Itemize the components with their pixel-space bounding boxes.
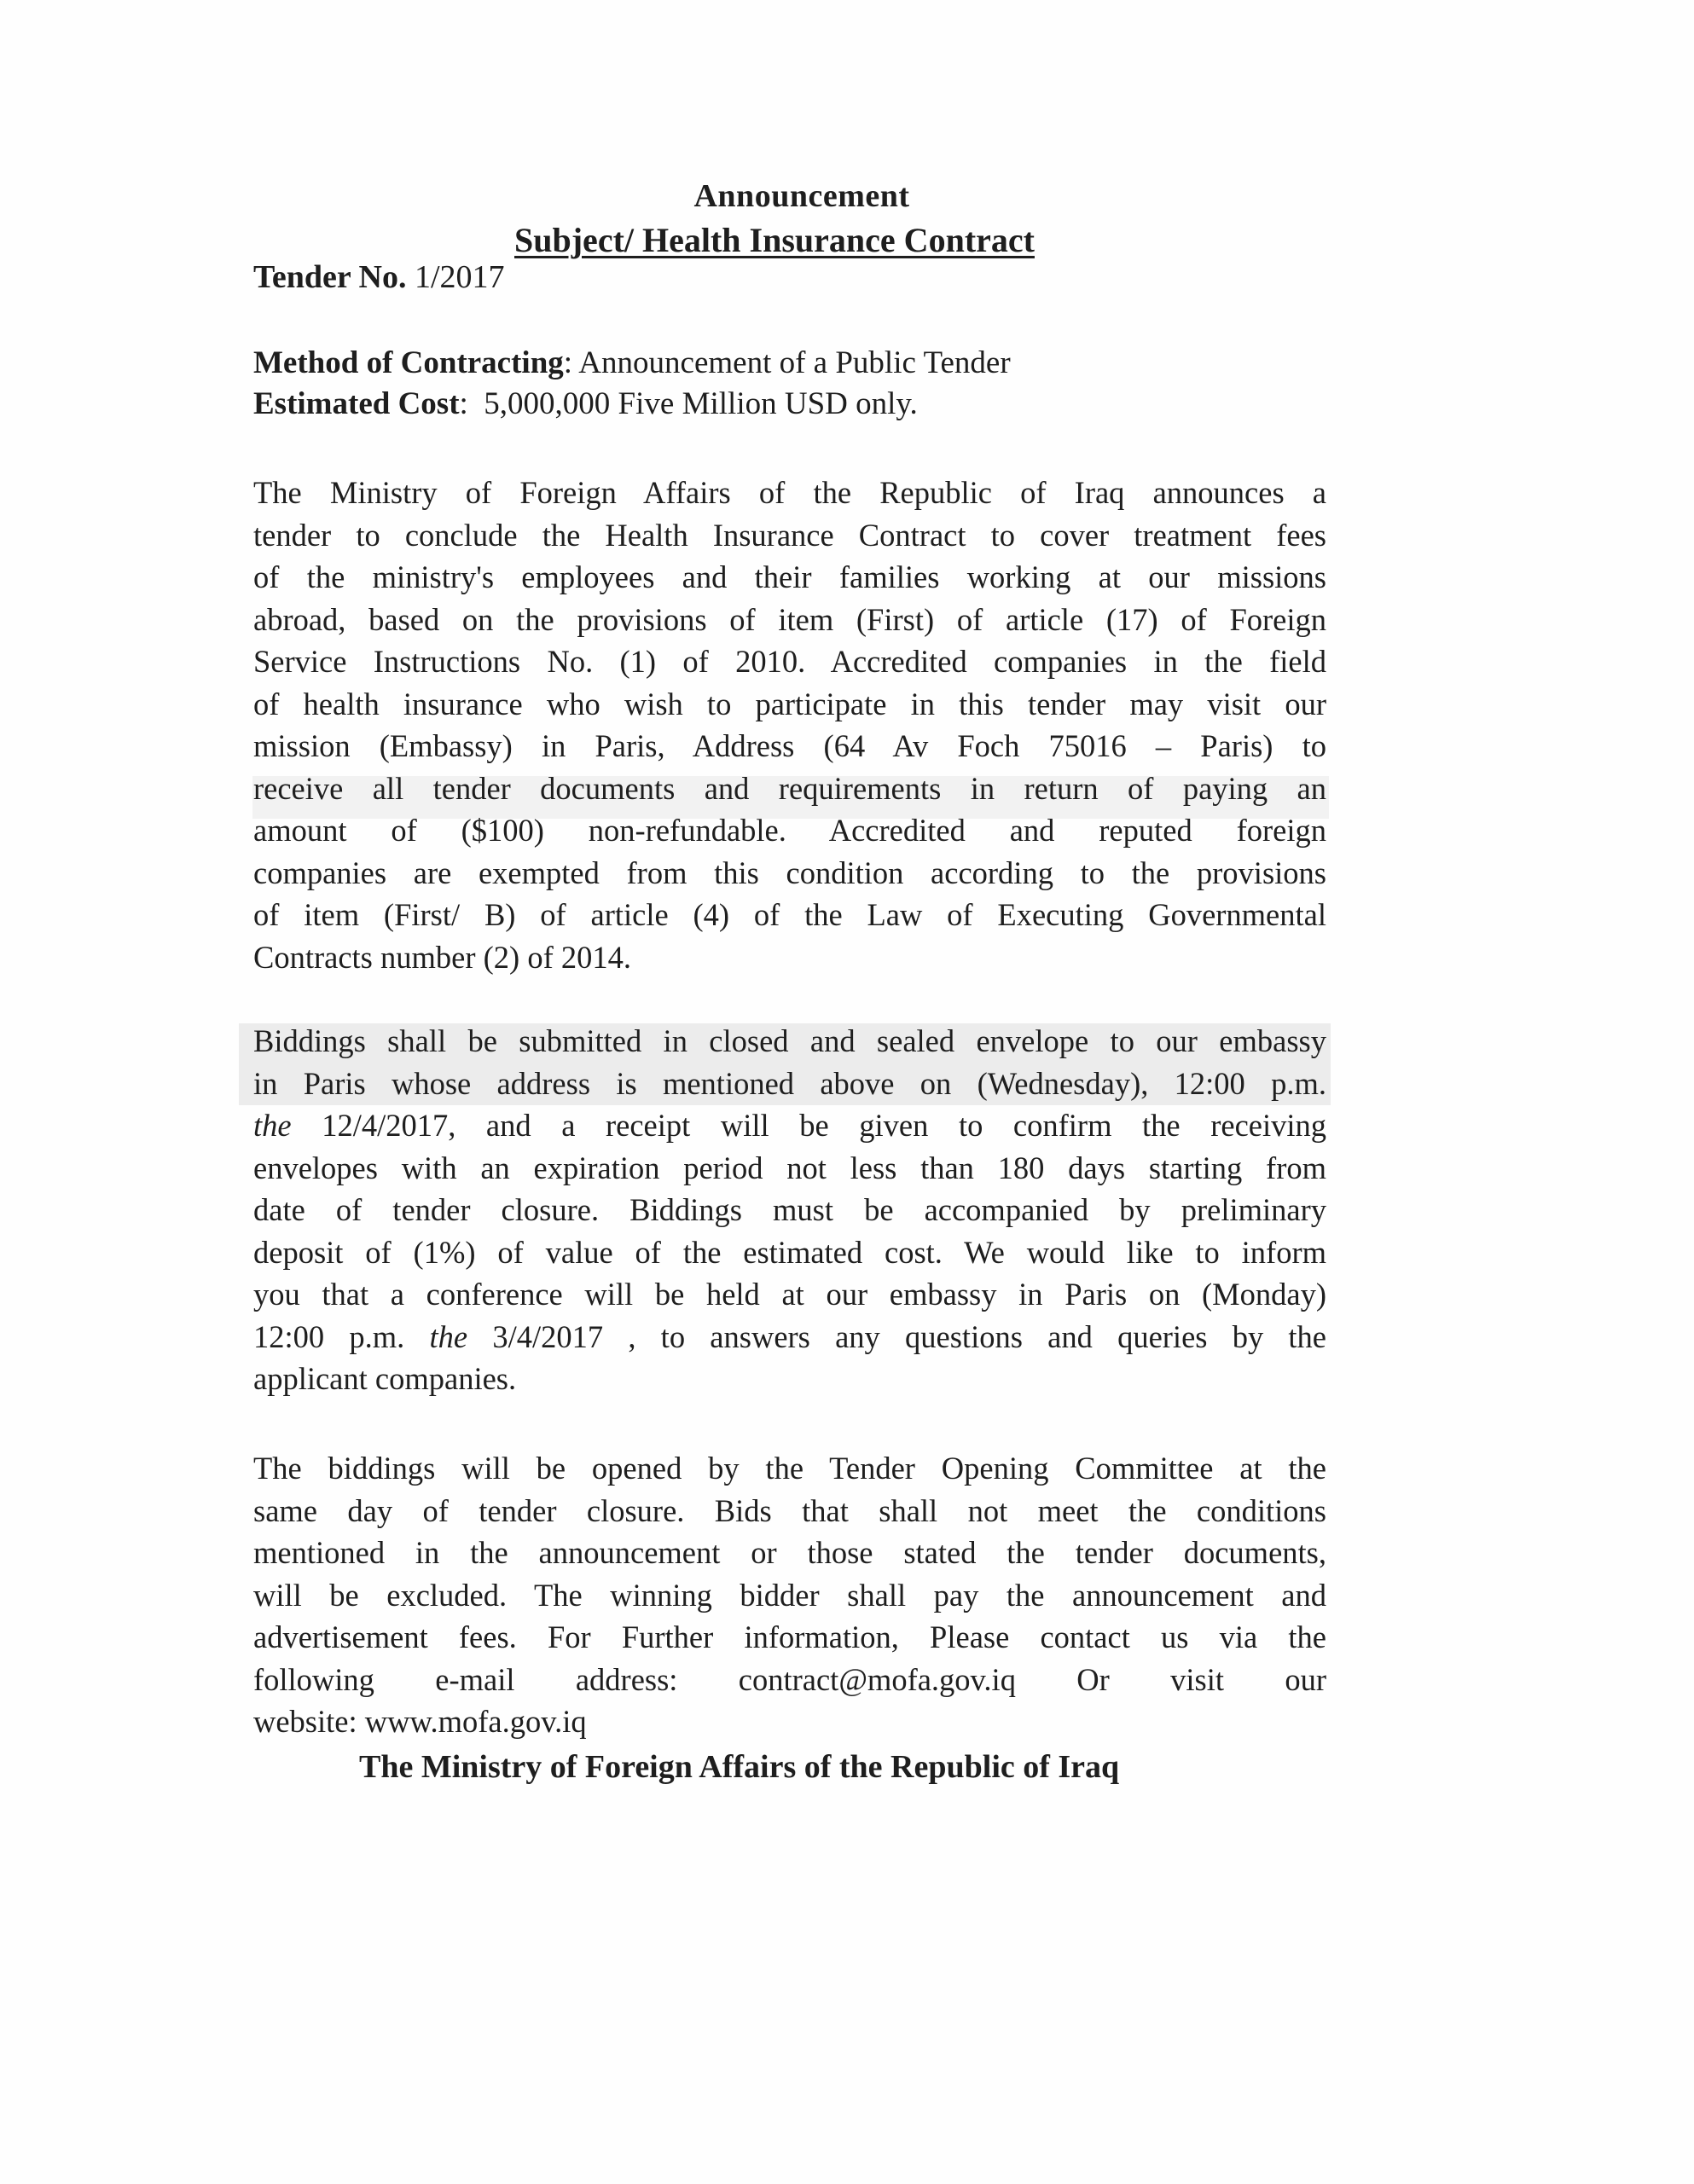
text-line-contact-website: website: www.mofa.gov.iq bbox=[253, 1704, 587, 1739]
italic-the: the bbox=[429, 1318, 468, 1354]
paragraph-announcement bbox=[253, 472, 1326, 978]
tender-number-value: 1/2017 bbox=[414, 259, 505, 295]
text-line: Contracts number (2) of 2014. bbox=[253, 939, 631, 975]
text-line: date of tender closure. Biddings must be accompanied by preliminary bbox=[253, 1192, 1326, 1227]
text-line: will be excluded. The winning bidder shall pay the announcement and bbox=[253, 1577, 1326, 1613]
document-subject: Subject/ Health Insurance Contract bbox=[514, 221, 1035, 259]
text-line: of the ministry's employees and their families working at our missions bbox=[253, 559, 1326, 594]
text-line: companies are exempted from this condition according to the provisions bbox=[253, 854, 1326, 890]
text-line-contact-email: following e-mail address: contract@mofa.gov.iq Or visit our bbox=[253, 1661, 1326, 1697]
text-line: 12:00 p.m. the 3/4/2017 , to answers any questions and queries by the bbox=[253, 1318, 1327, 1354]
text-line: envelopes with an expiration period not less than 180 days starting from bbox=[253, 1150, 1326, 1185]
text-line: abroad, based on the provisions of item (First) of article (17) of Foreign bbox=[253, 601, 1326, 637]
text-line: deposit of (1%) of value of the estimated cost. We would like to inform bbox=[253, 1234, 1326, 1270]
estimated-cost: Estimated Cost: 5,000,000 Five Million USD only. bbox=[253, 386, 918, 421]
text-line: The biddings will be opened by the Tender Opening Committee at the bbox=[253, 1451, 1326, 1486]
text-line: tender to conclude the Health Insurance Contract to cover treatment fees bbox=[253, 517, 1326, 553]
cost-value: 5,000,000 Five Million USD only. bbox=[484, 386, 918, 421]
signature-ministry: The Ministry of Foreign Affairs of the Republic of Iraq bbox=[359, 1749, 1120, 1785]
text-line: applicant companies. bbox=[253, 1361, 517, 1396]
italic-the: the bbox=[253, 1108, 292, 1143]
document-heading: Announcement bbox=[693, 178, 910, 214]
text-line: advertisement fees. For Further information, Please contact us via the bbox=[253, 1619, 1326, 1654]
paragraph-bid-opening bbox=[253, 1447, 1326, 1743]
text-line: receive all tender documents and requirements in return of paying an bbox=[253, 770, 1326, 806]
text-line: the 12/4/2017, and a receipt will be given to confirm the receiving bbox=[253, 1108, 1327, 1143]
text-line: you that a conference will be held at our embassy in Paris on (Monday) bbox=[253, 1277, 1326, 1312]
text-line: same day of tender closure. Bids that shall not meet the conditions bbox=[253, 1492, 1326, 1528]
cost-label: Estimated Cost bbox=[253, 386, 460, 421]
text-line: mentioned in the announcement or those stated the tender documents, bbox=[253, 1535, 1326, 1570]
text-line: of item (First/ B) of article (4) of the Law of Executing Governmental bbox=[253, 897, 1326, 932]
method-value: Announcement of a Public Tender bbox=[578, 345, 1011, 380]
paragraph-bidding-submission bbox=[253, 1020, 1326, 1400]
text-line: The Ministry of Foreign Affairs of the Republic of Iraq announces a bbox=[253, 475, 1326, 510]
text-line: Biddings shall be submitted in closed and sealed envelope to our embassy bbox=[253, 1023, 1326, 1058]
method-label: Method of Contracting bbox=[253, 345, 564, 380]
text-line: amount of ($100) non-refundable. Accredited and reputed foreign bbox=[253, 813, 1326, 848]
method-of-contracting: Method of Contracting: Announcement of a Public Tender bbox=[253, 345, 1011, 380]
tender-number bbox=[253, 258, 505, 296]
text-line: of health insurance who wish to participate in this tender may visit our bbox=[253, 686, 1326, 721]
text-line: mission (Embassy) in Paris, Address (64 Av Foch 75016 – Paris) to bbox=[253, 728, 1326, 763]
text-line: Service Instructions No. (1) of 2010. Accredited companies in the field bbox=[253, 644, 1326, 679]
tender-number-label: Tender No. bbox=[253, 259, 407, 295]
text-line: in Paris whose address is mentioned above on (Wednesday), 12:00 p.m. bbox=[253, 1065, 1326, 1101]
